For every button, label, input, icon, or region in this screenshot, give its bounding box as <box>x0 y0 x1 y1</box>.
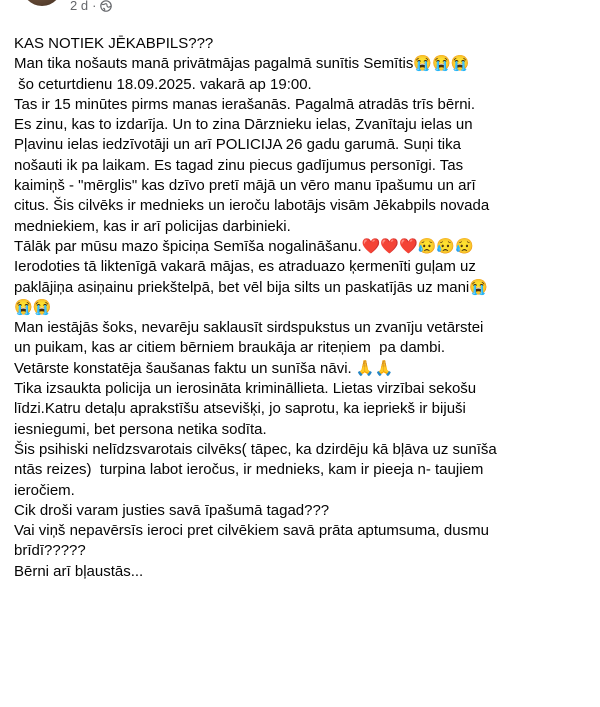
post-line: Tas ir 15 minūtes pirms manas ierašanās. Pagalmā atradās trīs bērni. <box>14 95 476 113</box>
post-line: Tālāk par mūsu mazo špiciņa Semīša nogalināšanu.❤️❤️❤️😥😥😥 <box>14 237 474 255</box>
avatar[interactable] <box>22 0 62 6</box>
post-meta <box>70 0 112 13</box>
post-line: Cik droši varam justies savā īpašumā tagad??? <box>14 501 330 519</box>
post-line: Šis psihiski nelīdzsvarotais cilvēks( tāpec, ka dzirdēju kā bļāva uz sunīša <box>14 440 497 458</box>
post-line: Man iestājās šoks, nevarēju saklausīt sirdspukstus un zvanīju vetārstei <box>14 319 484 337</box>
post-line: iesniegumi, bet persona netika sodīta. <box>14 420 267 438</box>
post-body <box>14 34 594 582</box>
post-line: Ierodoties tā liktenīgā vakarā mājas, es atraduazo ķermenīti guļam uz <box>14 258 476 276</box>
post-line: medniekiem, kas ir arī policijas darbinieki. <box>14 217 291 235</box>
post-line: Vetārste konstatēja šaušanas faktu un sunīša nāvi. 🙏🙏 <box>14 359 394 377</box>
post-time[interactable]: 2 d <box>70 0 89 13</box>
post-line: Tika izsaukta policija un ierosināta krimināllieta. Lietas virzībai sekošu <box>14 380 477 398</box>
post-line: 😭😭 <box>14 298 52 316</box>
post-line: nošauti ik pa laikam. Es tagad zinu piecus gadījumus personīgi. Tas <box>14 156 464 174</box>
post-line: citus. Šis cilvēks ir mednieks un ieroču labotājs visām Jēkabpils novada <box>14 197 490 215</box>
post-line: un puikam, kas ar citiem bērniem braukāja ar riteņiem pa dambi. <box>14 339 446 357</box>
post-line: KAS NOTIEK JĒKABPILS??? <box>14 35 214 52</box>
post-line: līdzi.Katru detaļu aprakstīšu atsevišķi, jo saprotu, ka iepriekš ir bijuši <box>14 400 466 418</box>
post-line: brīdī????? <box>14 542 86 560</box>
globe-icon[interactable] <box>100 0 112 12</box>
post-header <box>0 0 600 20</box>
meta-separator: · <box>92 0 97 13</box>
post-line: Man tika nošauts manā privātmājas pagalmā sunītis Semītis😭😭😭 <box>14 55 470 73</box>
post-line: šo ceturtdienu 18.09.2025. vakarā ap 19:00. <box>14 75 312 93</box>
post-line: paklājiņa asiņainu priekštelpā, bet vēl bija silts un paskatījās uz mani😭 <box>14 278 488 296</box>
post-line: ntās reizes) turpina labot ieročus, ir mednieks, kam ir pieeja n- taujiem <box>14 461 484 479</box>
post-line: Pļavinu ielas iedzīvotāji un arī POLICIJA 26 gadu garumā. Suņi tika <box>14 136 461 154</box>
post-line: Vai viņš nepavērsīs ieroci pret cilvēkiem savā prāta aptumsuma, dusmu <box>14 522 489 540</box>
post-line: Bērni arī bļaustās... <box>14 562 144 580</box>
post-line: ieročiem. <box>14 481 75 499</box>
post-line: Es zinu, kas to izdarīja. Un to zina Dārznieku ielas, Zvanītaju ielas un <box>14 116 473 134</box>
post-line: kaimiņš - "mērglis" kas dzīvo pretī mājā un vēro manu īpašumu un arī <box>14 177 476 195</box>
